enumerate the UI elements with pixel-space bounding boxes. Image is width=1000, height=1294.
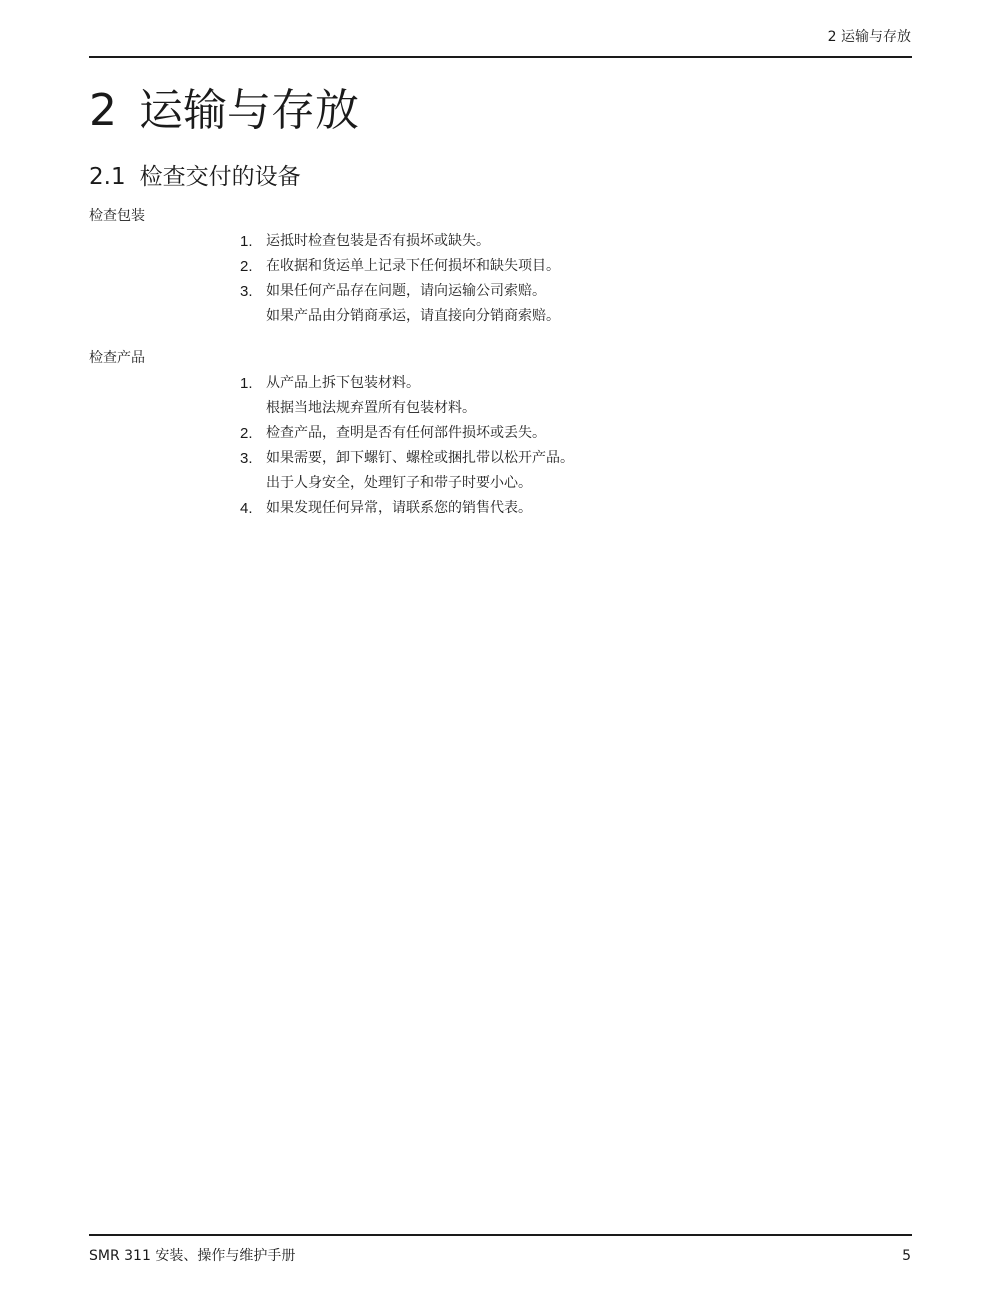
list-item bbox=[240, 279, 560, 329]
running-header: 2 运输与存放 bbox=[827, 29, 911, 45]
header-rule bbox=[89, 56, 912, 58]
packaging-steps bbox=[240, 229, 560, 329]
list-item bbox=[240, 496, 574, 521]
step-number: 4. bbox=[240, 500, 253, 517]
step-number: 2. bbox=[240, 425, 253, 442]
list-item bbox=[240, 229, 560, 254]
chapter-number: 2 bbox=[89, 85, 117, 136]
packaging-heading: 检查包装 bbox=[89, 208, 145, 224]
list-item bbox=[240, 446, 574, 496]
product-steps bbox=[240, 371, 574, 521]
step-note: 出于人身安全，处理钉子和带子时要小心。 bbox=[266, 475, 532, 491]
step-text: 如果任何产品存在问题，请向运输公司索赔。 bbox=[266, 283, 546, 299]
step-text: 如果需要，卸下螺钉、螺栓或捆扎带以松开产品。 bbox=[266, 450, 574, 466]
chapter-title-text: 运输与存放 bbox=[139, 85, 359, 136]
product-heading: 检查产品 bbox=[89, 350, 145, 366]
chapter-title bbox=[89, 84, 359, 138]
step-text: 从产品上拆下包装材料。 bbox=[266, 375, 420, 391]
step-text: 如果发现任何异常，请联系您的销售代表。 bbox=[266, 500, 532, 516]
step-note: 根据当地法规弃置所有包装材料。 bbox=[266, 400, 476, 416]
step-text: 运抵时检查包装是否有损坏或缺失。 bbox=[266, 233, 490, 249]
list-item bbox=[240, 254, 560, 279]
footer-manual-title: SMR 311 安装、操作与维护手册 bbox=[89, 1248, 296, 1264]
step-note: 如果产品由分销商承运，请直接向分销商索赔。 bbox=[266, 308, 560, 324]
step-number: 2. bbox=[240, 258, 253, 275]
section-title-text: 检查交付的设备 bbox=[139, 164, 301, 190]
step-text: 检查产品，查明是否有任何部件损坏或丢失。 bbox=[266, 425, 546, 441]
list-item bbox=[240, 371, 574, 421]
page-number: 5 bbox=[902, 1248, 911, 1264]
step-number: 1. bbox=[240, 233, 253, 250]
step-text: 在收据和货运单上记录下任何损坏和缺失项目。 bbox=[266, 258, 560, 274]
section-number: 2.1 bbox=[89, 164, 126, 190]
section-title bbox=[89, 162, 301, 192]
footer-rule bbox=[89, 1234, 912, 1236]
step-number: 1. bbox=[240, 375, 253, 392]
step-number: 3. bbox=[240, 283, 253, 300]
list-item bbox=[240, 421, 574, 446]
step-number: 3. bbox=[240, 450, 253, 467]
